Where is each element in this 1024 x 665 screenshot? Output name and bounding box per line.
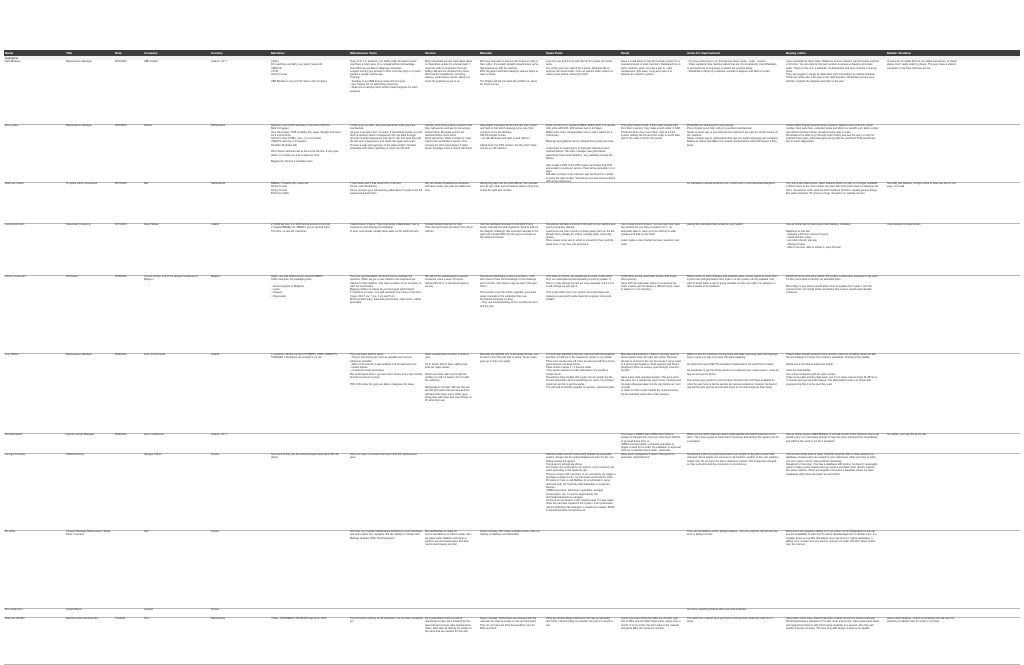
machines-cell: BBDEC: Probably 25+ years old Shrink Tunnel Drying Tunnel BUS from 2016 [271,182,308,195]
mobile-desktop-cell: Uses desktop to place orders [887,223,921,226]
buying-online-cell: Yes, use a site called Festo. Have features where if a part is no longer available it directs them to the new number and part. We have parts book on drawings are there. Sometimes order parts for 100 machines off there, usually generic things like seals and belts, 50 prices no huge. Searches on website via text. [786,182,879,195]
areas-for-improvement-cell: Wants to see the machine running times and data. How long have the bearings been in given on that next parts will need replacing. He thinks the new VSECTS and data in Switzerland. He would find it useful. He would like to get the whole picture on a planned prev maint system - have an app on everyone's phone The service guy sends for a list of parts I should order and have available for when he gets here to do the service (at various occasions, however he doesn't use all the parts and we are left with stock in our stores that we then have) [687,353,779,389]
mobile-desktop-cell [887,608,957,617]
service-cell: Have maintenance contract. 2 times a year It's in Derek, We've been calling their boss for major issues David can either talk me through the problem or call me back in 10 min with the solutions Maintenance Contract: We are. But we are left with parts that we have and the will have then been used. Other guys bring parts with them and only charge us for what they use [425,353,472,403]
mobile-desktop-cell: No mobile, can't get 4G at the site [887,433,926,436]
table-row [4,60,1020,125]
spare-parts-cell [546,433,616,453]
header-date: Date [115,51,122,55]
maintenance-team-cell: Team of 6; 3 in advance, 3 in boiling hall. All need to know machines in their area, try to spread skill and knowledge. Over 80% we are able to diagnose ourselves. Longest serving guy arrived in 2014. First two guys in 2 years started a couple months ago. Training: - Sending to an OEM long to work with our guys - Get "signed off" on what they're learning - Real nice a training matrix which tracks progress for each engineer [350,60,421,93]
service-cell: We can handle breakdowns ourselves, call when rarely, last year we called one time. [425,182,472,192]
company-cell: ABP Ireland [144,60,158,63]
areas-for-improvement-cell: Having the manuals online would be very helpful [687,223,743,226]
name-cell: Georgie Inventory [5,453,26,456]
table-row [4,353,1020,434]
buying-online-cell: Use an online system called Multitax, is a small vendor of line whoever how to do double entry. It is interesting though to have the price and lead time immediately and without the need to put for a quotation [786,433,879,443]
areas-for-improvement-cell: Better notice on price changes and obsolete parts. Antony wants to know when a price has changed before they order it so the system can be updated. And want to know when a part is going obsolete so they can order it in advance or take 4 weeks to be replaced [687,275,779,288]
service-cell: We call Mathieu to make us recommendations on what to order, then we place order. Mathieu will come to perform annual maintenance and then recommend spares to order [425,530,473,547]
maintenance-team-cell [350,433,423,453]
table-row [4,124,1020,183]
title-cell: Central Buyer [66,608,82,611]
maintenance-team-cell: 12 technicians working on all machines, but not been contacted yet [350,617,423,624]
company-cell: Cornuit Group, one of the largest companies in Belgium [144,275,199,282]
highlights-label: Highlights [5,56,19,60]
machines-cell: Not sure but they are the second largest beef plant with 3th plants [271,453,340,460]
service-cell [425,608,473,617]
title-cell: Process Manager Maintenance, Spare Parts, Inventory [66,530,111,537]
name-cell: Michelle Redia [5,433,23,436]
stock-cell: They have stock on site. If they need a spare part from their inventory, they make a work order in SAP. Preferred when they count them, right at 12 the system reflects the list and then order a month later pick in the order to 15 for the period [621,124,681,141]
service-cell: Do a year labour visits as part of maintenance plan. He's assisted by the team/call and rescue, also maintenance notes, label also 24 directly for quotes or the parts that are needed for this visit [425,617,473,634]
manuals-cell [480,608,540,617]
areas-for-improvement-cell: On some, specific products there are a lot of delays [687,608,747,611]
company-cell: Gerin Cookstown [144,433,164,436]
company-cell: Ikel [144,182,149,185]
country-cell: Netherlands [211,124,225,127]
machines-cell: OEM, new and delivered per transport BBDC 1000 machines, 16 packaging lines - swivel (poppies in Belgium) - meats - cheeses - Charcuterie [271,275,323,298]
mobile-desktop-cell [887,275,957,353]
company-cell: DIA [144,530,149,533]
country-cell: France [211,608,220,611]
company-cell: Farm Fresh Foods [144,353,166,356]
name-cell: Paul Binahan [5,60,21,63]
stock-cell [621,530,681,608]
mobile-desktop-cell: I'll use a lot of mobile this but on mobile sometimes, to check status. Don't really order by phone. The guys have a shared computer on the floor that they all use [887,60,957,70]
areas-for-improvement-cell: Would like the deliveries to come sooner. Price of parts is too high, will go to another manufacturer. Needs a better way to see what he has ordered in the past for similar issues on the machine. Needs a better way to understand what part he needs (changing part numbers) Brakes or rollout and Mikko very heavily worried about what will happen if they leave. [687,124,778,147]
spare-parts-cell [546,530,616,608]
header-machines: Machines [271,51,285,55]
machines-cell: 2 VSDS tab pull, 1 in 2015 online around 10 yrs old 2 rotaries BBDEC 10 / BBDFT, got on second hand The thus, so use DC machines [271,223,330,233]
header-country: Country [211,51,223,55]
header-areas-for-improvement: Areas for improvement [687,51,720,55]
service-cell: Most scheduled service work takes place on Saturdays unless it's a break down. I must rely with on engineers from the boiling hall and we proceed from there. We'll call for breakdowns, servicing, training, performance issues: takes 1-2 hours for engineer to get to us. [425,60,473,83]
country-cell: France [211,530,220,533]
header-name: Name [5,51,14,55]
buying-online-cell: Uses a website for other parts. Radionics at time ordered. Can find parts ordered in 10 mins. You can click on the part number to access a drawing and place order. There's more of it: a calendar, its dispatched and best of where it is at all times. They can suggest / supply an alternative part if something is marked obsolete. Thinks an online site is the step in the right direction. Would like to bring up a website, explode the diagram and click on the part [786,60,879,83]
stock-cell: Manuals track inventory. Used to not have once at all but gotten better the past few years. That was the last or second in the run of inventory we've used in 3 go through books to check quantity and David (engineer) when he essays goes through inventory as well Have a few code operated system. The guys scan the parts out, it upload the report every morning and it knows what was taken out the day before so I can re-order. In order to order a part outside the usual inventory, it's the standard quote then order process. [621,353,681,396]
country-cell: Ireland / UK ? [211,60,227,63]
areas-for-improvement-cell: Want to know which parts are stock systematically and which parts are to run there. They have a goal to lower their inventories and without the need to put for a quotation [687,433,779,443]
spare-parts-cell [546,182,616,223]
machines-cell: VSWL, STERNERS, NRSB 100 Had since 2015 [271,617,327,620]
date-cell [115,530,145,608]
name-cell: Elroy Claus [5,124,19,127]
spare-parts-cell: Finds number for it, sends to Mikko. Within hour or 2 receive offer price with ETA. Will receive part in 2-3 days. Mikki's part costs; transportation has to wait it weeks for a critical part Bearings and gaskets can be ordered from local store here. Looks back in email history to find parts that have been ordered before. The other manager was good about describing issues and solutions. Very valuable to have the history. Also emails a PDF of the PDF system and helps that PDF and emails to customer service. Parts arrive generally in 1-2 days. Will take a picture of an unknown part and send it to Johan to verify the part number. Sometimes you just need a picture with some sequences. [546,124,616,182]
country-cell: France [211,453,220,456]
service-cell: We will do the maintenance contracts ourselves, have a team of buyers responsible for it, if several Ad agency, we say [425,275,470,288]
date-cell: 6/17/2020 [115,182,127,185]
maintenance-team-cell: 7 that rotate and 1 that works M-F in the day All are multi disciplinary Some younger guys still learning, takes about 5 years to be full experienced technician [350,182,423,195]
spare-parts-cell [546,608,616,617]
header-mobile-desktop: Mobile / Desktop [887,51,911,55]
spare-parts-cell: Sometimes will take a picture of the part on the machine and send to engineer (David). Lead times are main concern to keep spare parts on the list. Emails Jenny Healey for orders. Usually quick, same day quotes. Price review a low sets in stock to exceed for them and the quote time, if yes they can approve it. [546,223,616,246]
manuals-cell: Paper manuals. Technicians are pleased with the manuals. Its clear and easy to use and find parts. They do not have the DCs but would be nice for Mike and tech. [480,617,538,630]
areas-for-improvement-cell: Sometimes a part is poorly referenced in our system or the part number has changed. Some spares are common to all machine models, to the new machine model, they do not carry the same reference number. The image has screwed, so they solve this and the connection is not obvious [687,453,779,466]
maintenance-team-cell: Does not seem to interact that much with the maintenance team [350,453,418,460]
manuals-cell: Use the hardback manuals on the shelf. Pretty sturdy manuals but well organized. Tend to look for the diagram drawings. We scanned manuals in the past and created PDFs for the guys to access on the shared computer. [480,223,540,240]
machines-cell [271,608,343,617]
title-cell: Maintenance Manager [66,60,92,63]
machines-cell [271,433,343,453]
manuals-cell: We have manuals on site but don't have to refer to them often. It's usually straight forward since we've had experience with be machine. With old paper and hard drawings, always helps to have a visual. The Rotary will tell you what the problem is; same for shrink tunnel. [480,60,539,87]
manuals-cell: Sometimes identifying a part is a problem. If the tech doesn't have the knowledge or the drawings aren't correct, they have to say we want "that part there" They tends to use the online manuals, guys have paper manuals in the workshop they use. No shared computer on floor - They use screenshotting at first, sometimes can't find the part [480,275,538,308]
maintenance-team-cell: They has been there 5 years' - They're sometimes as much as possible and not just whenever possible - When I first arrived, it was working, but not well anymore - limited spares - no planned maint processes But would good when I got here and I review every few months, but the lot seems to prove 95% of the time the guys are able to diagnose the issue [350,353,423,386]
machines-cell: 4 machines: Shrink Tunnel (VTTSBTF), VS05, VSBECTS, STERNES 4 Machines are at back 5 yrs old [271,353,339,360]
country-cell: Netherlands [211,182,225,185]
mobile-desktop-cell: Normally use desktop, configs online to have site but it's not easy, not small. [887,182,957,189]
date-cell [115,453,145,530]
stock-cell [621,608,681,617]
header-company: Company [144,51,158,55]
manuals-cell: Have paper manuals but they are old, size of bad and hard to find which drawing is the one. Part numbers not in the drawing. Still 5% forgets to lose. - Us still call Anton and refer to and call him. Asked Anton for PDF version, but they don't have one for an old machine. [480,124,537,151]
name-cell: Andrew McCourt [5,223,25,226]
name-cell: Mike van Winden [5,617,25,620]
areas-for-improvement-cell: They can do delivery errors, delivery delays... but very minimal. We will say the error is always human [687,530,779,537]
header-spare-parts: Spare Parts [546,51,563,55]
stock-cell: Techs note down what they take out of stock, give info to Mike and he builds those parts, about once a month. If not in stock, the tech waits to the manual and gives Mike the reference number. [621,617,681,630]
title-cell: Service Center Manager [66,433,95,436]
buying-online-cell: Would not find a web shop useful: the system is automatic. Engineers may scan it if they were able to identify our standard parts More likely to see pricing would allow them to update their system, with the correct prices, but would prefer something that system would automatically consume) [786,275,878,295]
country-cell: Ireland [211,223,219,226]
table-row [4,530,1020,609]
stock-cell: Keep a small stock on site for important parts. It's a manual process to track inventory. Dedicated box to each machine, when you part a part in, order replacement right away. Long-term plan is to develop an inventory system. [621,60,681,77]
name-cell: Tony Wilson [5,353,19,356]
buying-online-cell: Use an online site for parts and order tracking, mistakes Radionics is one site - Request a PO from account buyers - Good with live online - He notice the EU site site - Allows to bump - Able to remove, able to slower it, save the feat [786,223,851,250]
date-cell: 6/18/2020 [115,433,127,436]
country-cell: Ireland [211,353,219,356]
title-cell: Stoneman (Inventory) [66,223,91,226]
buying-online-cell [786,608,879,617]
service-cell: Service: once there's been a service visit, then call service and ask for the service worker there. Big visits need to be reached before more worst. Work with Anton. Want to swap for more training but would like it sooner. Very nervous for what may happen if robot lesser, bondage since a month call Anton. [425,124,473,151]
areas-for-improvement-cell: The techs don't always do a good job of writing down what they took out of stock. [687,617,774,624]
title-cell: Sr Spare Parts Coordinator [66,182,98,185]
mobile-desktop-cell [887,453,957,530]
mobile-desktop-cell [887,124,957,182]
table-row [4,617,1020,665]
header-buying-online: Buying online [786,51,806,55]
stock-cell: They have a CMMS that notified them when a product is beneath the minimum stock level. Will list to get lead times from us. CMMS has description, price and quantities to trigger a need for re-order. No validation or approval done for a standard stock order, "automatic [621,433,681,453]
name-cell: Mrs Lewanceur [5,608,23,611]
spare-parts-cell: Submits orders via the V that verify outside the automatic system. Always get the acknowledgement after the fax, not before issuing the quotes If emergency will ask via phone For quotes not confirmed in our system, not in inventory we order according to the quote we get There is a buyer (Mr Courtnie), in an emergency we trigger a purchase request to him, he will create and send the order Mr Gebs to invite to call Mathieu for a technical or same technical help. Mr Courtnie calls Sebastian in Customer Service. CMMS has prices, lead times, quantities, average consumption, etc. It must be approved by the technical/maintenance manager All this is set up based on the original quote. If it was made when the part was created in the system. If an input/cases, use the backtime has changed, it requires an update. Which is sometimes done sometimes not [546,453,616,513]
title-cell: Maintenance Manager [66,124,92,127]
manuals-cell [480,433,540,453]
company-cell: Georgie Cherm [144,453,162,456]
spare-parts-cell: Parts are almost always delivered next day so generally don't worry about finding out whether the part is in stock or not. [546,617,614,627]
service-cell [425,453,473,530]
title-cell: Stock/Inventory [66,453,84,456]
header-service: Service [425,51,436,55]
table-row [4,275,1020,354]
name-cell: Mr Gobe [5,530,16,533]
manuals-cell: Manuals are well laid out. In European format. Can be hard to find the part that re share. Some notes guys go to them too easily. [480,353,540,363]
manuals-cell [480,453,540,530]
country-cell: Ireland / UK ? [211,433,227,436]
stock-cell: 5.000 parts on site, automatic system that tracks that inventory. Issue with the automatic system is everytime we order a spare part it's always a different price, have to adjust it in our inventory. [621,275,680,292]
mobile-desktop-cell [887,530,957,608]
maintenance-team-cell: We have very regular maintenance activities on your machines, use spare parts very regularly. We are always in contact with Mathieu appears (DSC Field Engineer) [350,530,423,540]
service-cell [425,433,473,453]
maintenance-team-cell: 3 electricians, 4 fitters. They're all pretty collaborative, lots of experience and sharing of knowledge In their commercial, usually team asks me for stock list help [350,223,420,233]
areas-for-improvement-cell: - It's time consuming to run through the steps, quote - order - receive. - Often suppliers have training videos that are not consistently. Use WhatsApp to send pictures to engineers to speed the process along. - Would like to bring up a website, explode a diagram and click on a part. [687,60,777,73]
stock-cell: Use a stock control system: you can see if we have the product but you have to search for it - no automatic alarms, save you from having to walk upstairs and look on the shelf Letter make a note of what has been used so I can order [621,223,680,246]
company-cell: Cooperl [144,608,154,611]
spare-parts-cell: If I need help identifying the part, will work with the Engineer and then he will put in the request for quote on my behalf. Price once we are over eff, have an account with Ex Lorena good and use net area prices. Place orders maybe 1 - 2 times a week. I then quote request to order submission, it's usually a couple hours. Sometimes have trouble with a part, but we would ring the service technician and he would help us verify of to contact customer service to get the quote. You will look at another supplier for generic, electronic parts [546,353,615,389]
maintenance-team-cell [350,608,423,617]
table-row [4,453,1020,531]
mobile-desktop-cell [887,353,957,433]
buying-online-cell: Orders today through several online vendors, likes the simplicity. Does not like the terminology if it strays from industry standards. Should just be usable. Would use a tool that is quick and simple Likes the chat bubble Live a few companies with an online option. Order some parts arriving right away, see if it is stock and can have 11-48 hrs is 7-minutes and get the order placed. The aftermarket issue is to check with programming that it is the part they want [786,353,878,386]
spare-parts-cell: Lots of to-ing and fro-ing with the UK for quotes and order parts. Any of the guys can submit for a quote. Fluid just like to approve the actual order. Once an electric order system to need a price before cutting the order. [546,60,613,77]
manuals-cell: Identifying parts can be quite difficult: the manuals are not very clear and sometimes takes a long time to find the right part number [480,182,540,192]
buying-online-cell: More and more suppliers adding us to go online. It's an advantage but we can see the availability of parts but it's also a disadvantage b/c it's double input. If a supplier gives us a profile that allows us to see price or maybe packaging, it allows us to consult, but only used to consult, not order. We don't place orders over the internet. [786,530,878,547]
company-cell: Dawn Meats [144,223,159,226]
title-cell: Machine Parts Administrator [66,617,99,620]
title-cell: Maintenance Manager [66,353,92,356]
machines-cell [271,530,343,608]
header-maintenance-team: Maintenance Team [350,51,377,55]
table-row [4,433,1020,454]
spare-parts-cell: If it's been 6 months, we usually get an order confirmation from our automated email requesting a pricing update. If there is a big change in price we may negotiate, but if it is a small change we just pay it. If it's a part that's not in our system we email Clara and request a quote and maybe have the engineer come and install it [546,275,615,302]
table-row [4,223,1020,276]
date-cell: 6/15/2020 [115,60,127,63]
name-cell: Mark van Sinkel [5,182,24,185]
date-cell: 7/1/2020 [115,617,126,620]
buying-online-cell: I do not use online sites to order, that's Mr Courtnie. But if I have access to a database of spare parts are related to your references, what you have or what you don't have in store, that would be interesting Speaking for the buyer, if he has a database with pricing, he doesn't necessarily need to make a price request and can send a purchase order directly perform the quote creation. There are suppliers that have a database where we have catalogues with prices and parts we send them [786,453,878,476]
company-cell: Vion [144,617,150,620]
service-cell: Contact Derek Peterson for help Then annual service but when then they'll call him [425,223,473,233]
header-stock: Stock [621,51,630,55]
date-cell [115,608,145,617]
machines-cell: Cliniss DC machines are fairly over past 5 years old VDECTS VS 45 Shrink Tunnel ABP Bandon is one of 6 AC sites in the company [271,60,328,83]
machines-cell: Machine: Four NCB machines in the end of the line Bulk Cx bagger Very old version, NCB probably 15+ years. Bought 2nd hand from a local shop. Shrink Tunnel (NTMA, new - 1 or 2 months) VSEKTS (coming in 14 weeks) Flowtide 36 (looks old) All of these machines are at the end of the line. If one goes down, it is costing us a lot to lose per hour. Bagging by hand is a crowded mess [271,124,341,164]
company-cell: Westor [144,124,153,127]
country-cell: Netherlands [211,617,225,620]
header-manuals: Manuals [480,51,493,55]
header-title: Title [66,51,73,55]
buying-online-cell: Orders today through several online vendors. Wants to see counts by serial number, then parts lists, exploded views and click to a specific part, able to order part without sorting it down. Needs an easy way to order. Would like to be able to go through order history and see the story on why he ordered those parts, what had gone wrong with the machine? That would help him in future diagnostics. [786,124,879,144]
maintenance-team-cell: They are not specialists, but know how to maintain the machine. When we get a new machine the engineers get trained on that machine. Tool have a trainer of our company to train our technicians. Biggest problem is where do you find good technicians? 5 members on team. Can pull operators from lines in two runs. 3 guys 16-17 yrs, 7 yrs, 3 yrs and 5 yrs Multi-rounded team, data data and control, client team, mikkie, generalist [350,275,422,305]
title-cell: Purchaser [66,275,78,278]
maintenance-team-cell: 1 other guys on team. He's own electrical, other guys are mechanical. All guys must learn from Jo years. If something breaks you can think of another where it happened, then go back through records of what's happened and see if I can find what they did the last time it happened, and check the spare parts part. To have a safe and good guy to the plant at 9am. Overlap schedules with other machines to cover the full shift. [350,124,423,151]
areas-for-improvement-cell: An interactive manual would be nice. Could zoom in and download diagrams [687,182,775,185]
table-row [4,182,1020,224]
date-cell: 6/17/2020 [115,223,127,226]
date-cell: 6/18/2020 [115,353,127,356]
name-cell: Antony Koulernan [5,275,26,278]
stock-cell [621,182,681,223]
mobile-desktop-cell: Uses mostly desktop, mostly to computers but will soon be switching to tablets, also for techs on the floor [887,617,955,624]
stock-cell: Have stock management system that performs automatic replenishment [621,453,676,460]
buying-online-cell: Uses other online sites, doesn't like when it takes too long to search and load. Would appreciate a webshop if it is fast, clear and simple. Have quick parts listed and organized columns with which parts would be in a second. Also they will quickly find part compare. The time only with design to look up for details. [786,617,879,630]
date-cell: 6/18/2020 [115,275,127,278]
country-cell: Belgium [211,275,221,278]
manuals-cell: Paper manuals, don't have a digital version. We rely heavily on Mathieu and Sebastian [480,530,540,537]
date-cell: 6/16/2020 [115,124,127,127]
